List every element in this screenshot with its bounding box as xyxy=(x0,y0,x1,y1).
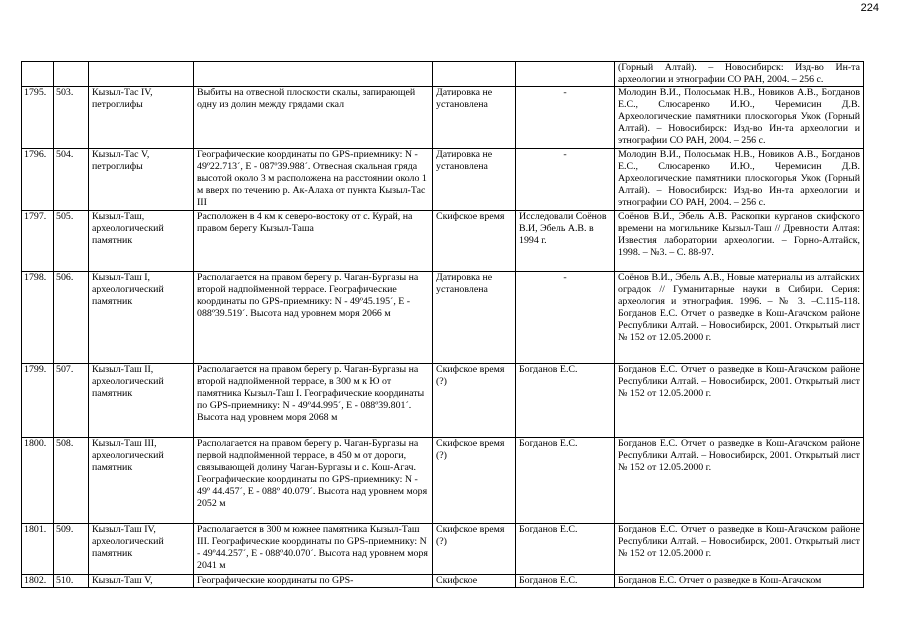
monument-dating xyxy=(433,62,516,87)
table-row xyxy=(22,211,864,272)
position-number: 508. xyxy=(54,438,89,524)
monument-researchers: Богданов Е.С. xyxy=(516,438,615,524)
monument-name: Кызыл-Тас IV, петроглифы xyxy=(89,87,194,149)
monument-description xyxy=(194,62,433,87)
monument-description: Расположен в 4 км к северо-востоку от с. Курай, на правом берегу Кызыл-Таша xyxy=(194,211,433,272)
position-number: 507. xyxy=(54,364,89,438)
monument-name xyxy=(89,62,194,87)
row-number: 1802. xyxy=(22,575,54,588)
monument-researchers xyxy=(516,62,615,87)
monument-dating: Скифское время (?) xyxy=(433,438,516,524)
monument-literature: Богданов Е.С. Отчет о разведке в Кош-Агачском районе Республики Алтай. – Новосибирск, 2001. Открытый лист № 152 от 12.05.2000 г. xyxy=(615,364,864,438)
monument-literature: Богданов Е.С. Отчет о разведке в Кош-Агачском районе Республики Алтай. – Новосибирск, 2001. Открытый лист № 152 от 12.05.2000 г. xyxy=(615,438,864,524)
position-number: 509. xyxy=(54,524,89,575)
position-number: 506. xyxy=(54,272,89,364)
monument-description: Выбиты на отвесной плоскости скалы, запирающей одну из долин между грядами скал xyxy=(194,87,433,149)
monument-name: Кызыл-Таш I, археологический памятник xyxy=(89,272,194,364)
monument-literature: Молодин В.И., Полосьмак Н.В., Новиков А.В., Богданов Е.С., Слюсаренко И.Ю., Черемисин Д.В. Археологические памятники плоскогорья Укок (Горный Алтай). – Новосибирск: Изд-во Ин-та археологии и этнографии СО РАН, 2004. – 256 с. xyxy=(615,87,864,149)
monument-description: Располагается на правом берегу р. Чаган-Бургазы на первой надпойменной террасе, в 450 м от дороги, связывающей долину Чаган-Бургазы и с. Кош-Агач. Географические координаты по GPS-приемнику: N - 49º 44.457´, E - 088º 40.079´. Высота над уровнем моря 2052 м xyxy=(194,438,433,524)
monument-dating: Скифское время xyxy=(433,211,516,272)
monument-name: Кызыл-Таш IV, археологический памятник xyxy=(89,524,194,575)
monument-researchers: Исследовали Соёнов В.И, Эбель А.В. в 1994 г. xyxy=(516,211,615,272)
row-number: 1797. xyxy=(22,211,54,272)
monument-dating: Скифское время (?) xyxy=(433,524,516,575)
monument-literature: (Горный Алтай). – Новосибирск: Изд-во Ин-та археологии и этнографии СО РАН, 2004. – 256 с. xyxy=(615,62,864,87)
monument-researchers: Богданов Е.С. xyxy=(516,524,615,575)
table-row xyxy=(22,575,864,588)
table-row xyxy=(22,87,864,149)
monument-description: Располагается на правом берегу р. Чаган-Бургазы на второй надпойменной террасе. Географические координаты по GPS-приемнику: N - 49º45.195´, E - 088º39.519´. Высота над уровнем моря 2066 м xyxy=(194,272,433,364)
monument-literature: Молодин В.И., Полосьмак Н.В., Новиков А.В., Богданов Е.С., Слюсаренко И.Ю., Черемисин Д.В. Археологические памятники плоскогорья Укок (Горный Алтай). – Новосибирск: Изд-во Ин-та археологии и этнографии СО РАН, 2004. – 256 с. xyxy=(615,149,864,211)
monument-name: Кызыл-Таш III, археологический памятник xyxy=(89,438,194,524)
monument-researchers: Богданов Е.С. xyxy=(516,575,615,588)
position-number: 510. xyxy=(54,575,89,588)
monument-researchers: - xyxy=(516,87,615,149)
monument-description: Географические координаты по GPS- xyxy=(194,575,433,588)
row-number: 1796. xyxy=(22,149,54,211)
monument-name: Кызыл-Таш, археологический памятник xyxy=(89,211,194,272)
row-number xyxy=(22,62,54,87)
monument-description: Располагается на правом берегу р. Чаган-Бургазы на второй надпойменной террасе, в 300 м к Ю от памятника Кызыл-Таш I. Географические координаты по GPS-приемнику: N - 49º44.995´, E - 088º39.801´. Высота над уровнем моря 2068 м xyxy=(194,364,433,438)
page-number: 224 xyxy=(860,2,879,14)
position-number: 504. xyxy=(54,149,89,211)
monument-researchers: - xyxy=(516,272,615,364)
monument-description: Географические координаты по GPS-приемнику: N - 49º22.713´, E - 087º39.988´. Отвесная скальная гряда высотой около 3 м расположена на расстоянии около 1 м вверх по течению р. Ак-Алаха от пункта Кызыл-Тас III xyxy=(194,149,433,211)
table-row xyxy=(22,364,864,438)
monument-description: Располагается в 300 м южнее памятника Кызыл-Таш III. Географические координаты по GPS-приемнику: N - 49º44.257´, E - 088º40.070´. Высота над уровнем моря 2041 м xyxy=(194,524,433,575)
monument-dating: Скифское время (?) xyxy=(433,364,516,438)
monument-name: Кызыл-Таш V, xyxy=(89,575,194,588)
row-number: 1799. xyxy=(22,364,54,438)
table-row xyxy=(22,62,864,87)
row-number: 1801. xyxy=(22,524,54,575)
position-number: 505. xyxy=(54,211,89,272)
table-row xyxy=(22,438,864,524)
monument-literature: Богданов Е.С. Отчет о разведке в Кош-Агачском районе Республики Алтай. – Новосибирск, 2001. Открытый лист № 152 от 12.05.2000 г. xyxy=(615,524,864,575)
row-number: 1795. xyxy=(22,87,54,149)
monument-literature: Соёнов В.И., Эбель А.В., Новые материалы из алтайских оградок // Гуманитарные науки в Сибири. Серия: археология и этнография. 1996. – № 3. –С.115-118. Богданов Е.С. Отчет о разведке в Кош-Агачском районе Республики Алтай. – Новосибирск, 2001. Открытый лист № 152 от 12.05.2000 г. xyxy=(615,272,864,364)
monument-literature: Соёнов В.И., Эбель А.В. Раскопки курганов скифского времени на могильнике Кызыл-Таш // Древности Алтая: Известия лаборатории археологии. – Горно-Алтайск, 1998. – №3. – С. 88-97. xyxy=(615,211,864,272)
monument-name: Кызыл-Тас V, петроглифы xyxy=(89,149,194,211)
monument-researchers: - xyxy=(516,149,615,211)
monument-name: Кызыл-Таш II, археологический памятник xyxy=(89,364,194,438)
monuments-table xyxy=(21,61,864,588)
table-row xyxy=(22,272,864,364)
monument-literature: Богданов Е.С. Отчет о разведке в Кош-Агачском xyxy=(615,575,864,588)
position-number: 503. xyxy=(54,87,89,149)
monument-dating: Датировка не установлена xyxy=(433,272,516,364)
row-number: 1798. xyxy=(22,272,54,364)
row-number: 1800. xyxy=(22,438,54,524)
position-number xyxy=(54,62,89,87)
table-row xyxy=(22,524,864,575)
monument-researchers: Богданов Е.С. xyxy=(516,364,615,438)
monument-dating: Датировка не установлена xyxy=(433,149,516,211)
monument-dating: Скифское xyxy=(433,575,516,588)
monument-dating: Датировка не установлена xyxy=(433,87,516,149)
table-row xyxy=(22,149,864,211)
